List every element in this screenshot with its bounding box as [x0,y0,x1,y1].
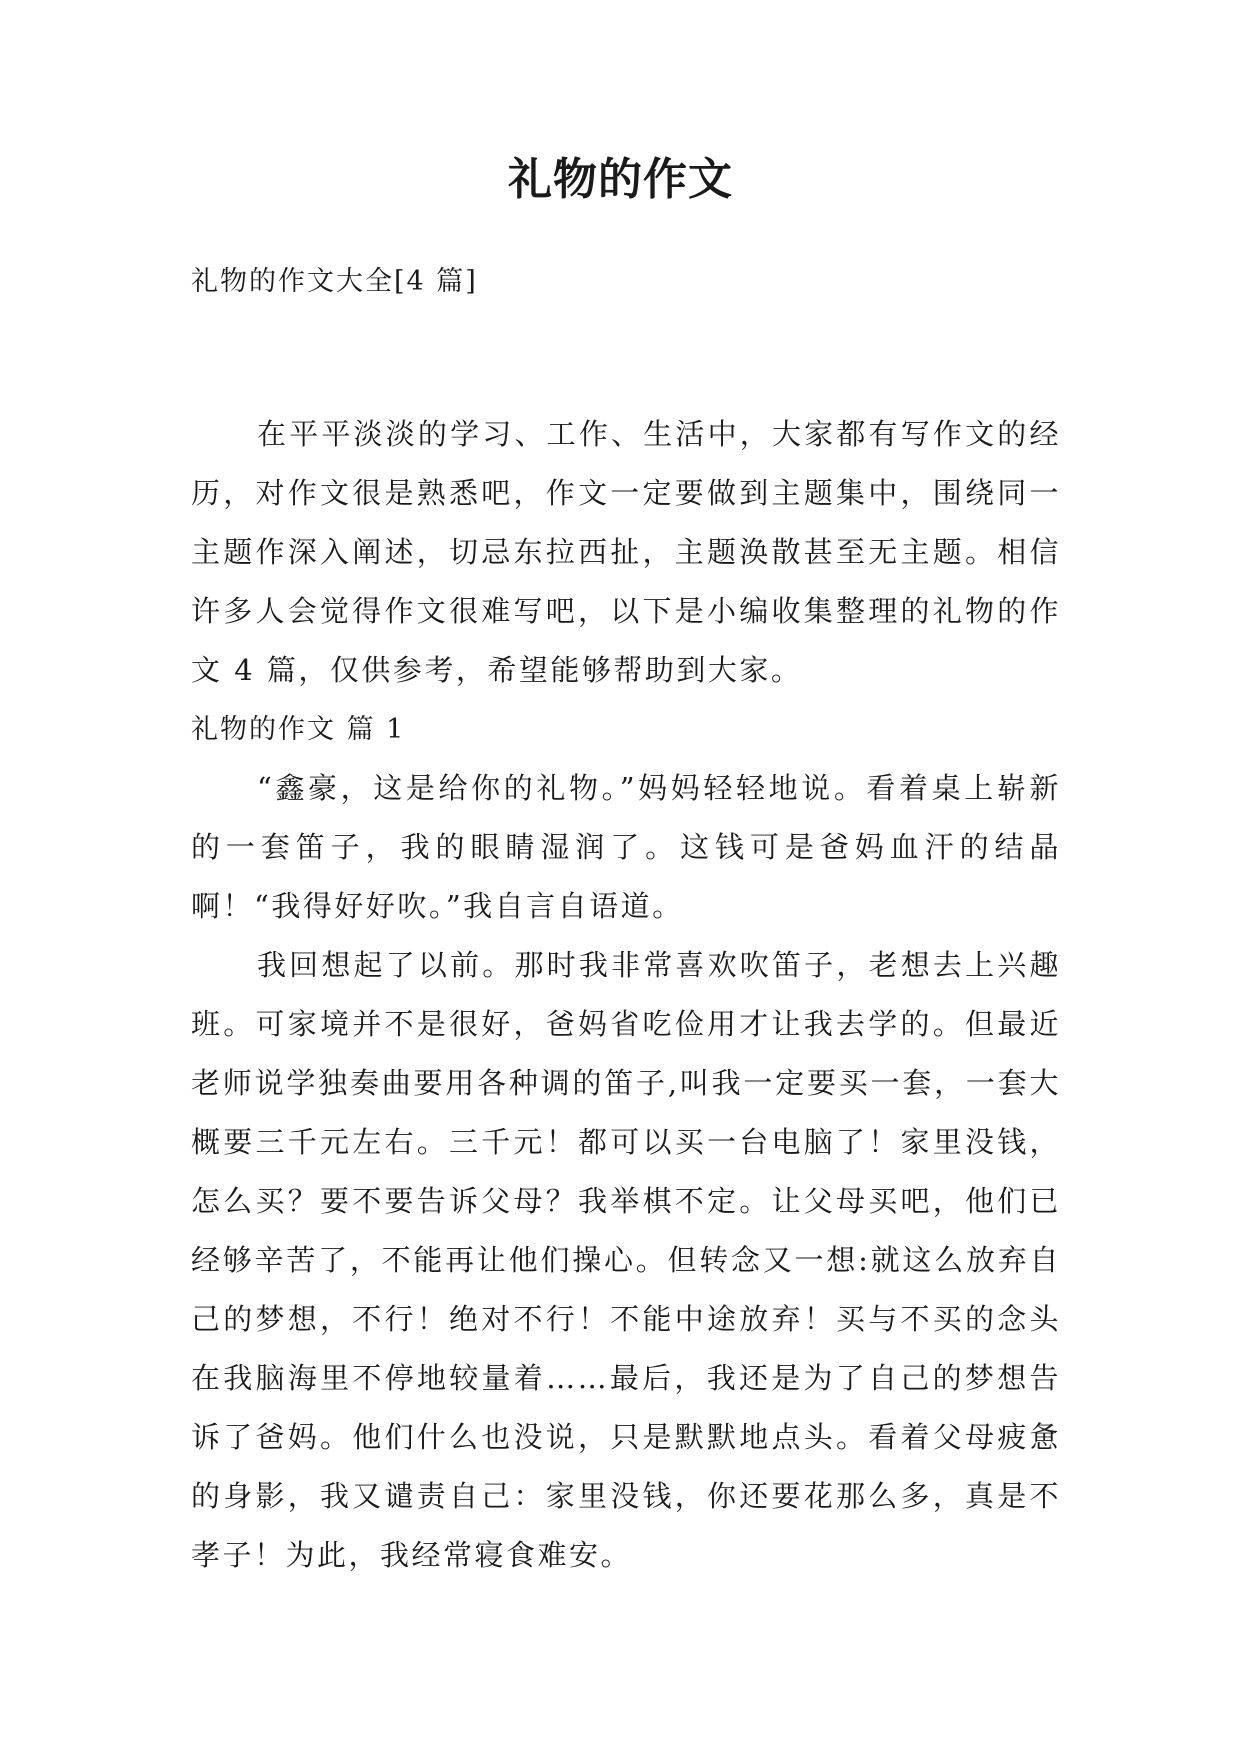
document-body [191,405,1061,1585]
body-paragraph: “鑫豪，这是给你的礼物。”妈妈轻轻地说。看着桌上崭新的一套笛子，我的眼睛湿润了。这钱可是爸妈血汗的结晶啊！“我得好好吹。”我自言自语道。 [191,771,1061,923]
page-title: 礼物的作文 [508,154,733,205]
section-heading: 礼物的作文 篇 1 [191,714,406,745]
body-paragraph: 我回想起了以前。那时我非常喜欢吹笛子，老想去上兴趣班。可家境并不是很好，爸妈省吃俭用才让我去学的。但最近老师说学独奏曲要用各种调的笛子,叫我一定要买一套，一套大概要三千元左右。三千元！都可以买一台电脑了！家里没钱，怎么买？要不要告诉父母？我举棋不定。让父母买吧，他们已经够辛苦了，不能再让他们操心。但转念又一想:就这么放弃自己的梦想，不行！绝对不行！不能中途放弃！买与不买的念头在我脑海里不停地较量着……最后，我还是为了自己的梦想告诉了爸妈。他们什么也没说，只是默默地点头。看着父母疲惫的身影，我又谴责自己：家里没钱，你还要花那么多，真是不孝子！为此，我经常寝食难安。 [191,948,1061,1572]
intro-paragraph: 在平平淡淡的学习、工作、生活中，大家都有写作文的经历，对作文很是熟悉吧，作文一定要做到主题集中，围绕同一主题作深入阐述，切忌东拉西扯，主题涣散甚至无主题。相信许多人会觉得作文很难写吧，以下是小编收集整理的礼物的作文 4 篇，仅供参考，希望能够帮助到大家。 [191,417,1061,687]
document-subtitle: 礼物的作文大全[4 篇] [191,266,478,297]
